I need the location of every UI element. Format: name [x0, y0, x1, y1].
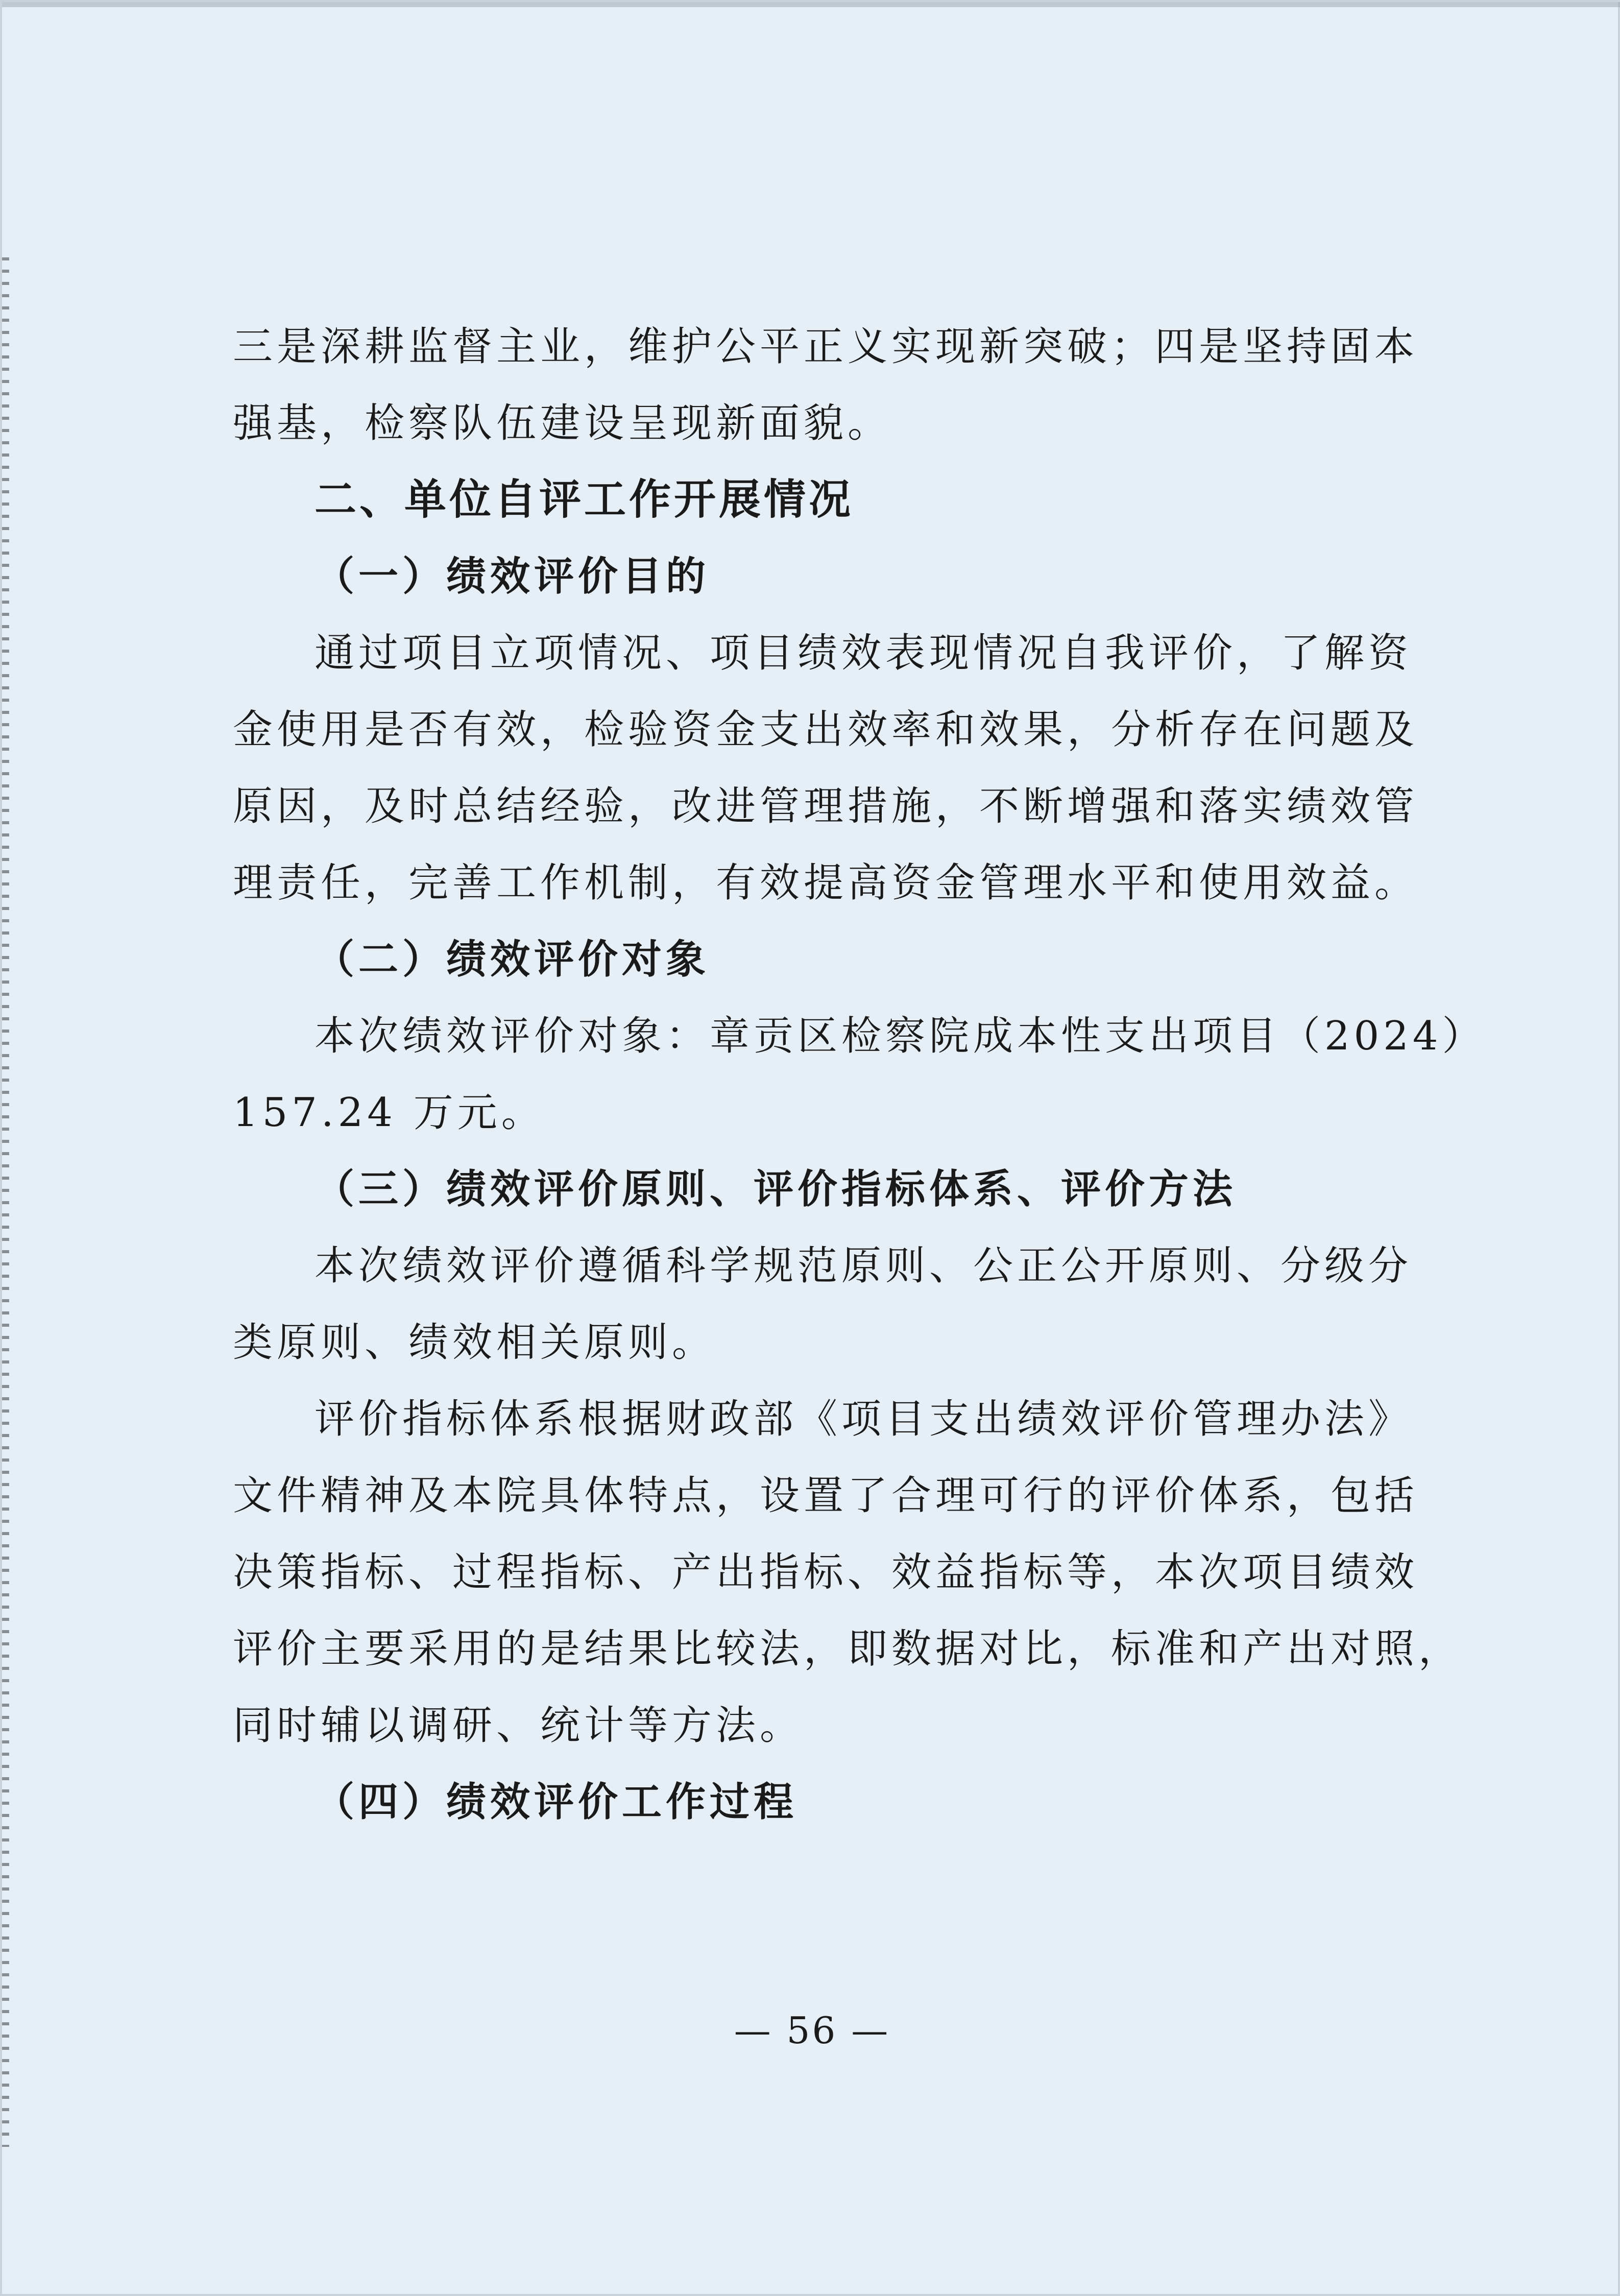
- paragraph-line: 决策指标、过程指标、产出指标、效益指标等，本次项目绩效: [233, 1549, 1419, 1595]
- scan-top-edge: [2, 2, 1620, 7]
- paragraph-line: 157.24 万元。: [233, 1090, 545, 1136]
- paragraph-line: 理责任，完善工作机制，有效提高资金管理水平和使用效益。: [233, 860, 1419, 906]
- paragraph-line: 类原则、绩效相关原则。: [233, 1320, 716, 1366]
- subsection-heading: （一）绩效评价目的: [315, 553, 710, 600]
- paragraph-line: 原因，及时总结经验，改进管理措施，不断增强和落实绩效管: [233, 783, 1419, 829]
- subsection-heading: （四）绩效评价工作过程: [315, 1779, 798, 1825]
- subsection-heading: （三）绩效评价原则、评价指标体系、评价方法: [315, 1166, 1237, 1212]
- paragraph-line: 评价主要采用的是结果比较法，即数据对比，标准和产出对照，: [233, 1626, 1463, 1672]
- paragraph-line: 强基，检察队伍建设呈现新面貌。: [233, 400, 892, 446]
- paragraph-line: 三是深耕监督主业，维护公平正义实现新突破；四是坚持固本: [233, 324, 1419, 370]
- scan-binding-edge: [2, 257, 9, 2147]
- subsection-heading: （二）绩效评价对象: [315, 936, 710, 983]
- page-number: — 56 —: [734, 2009, 890, 2052]
- paragraph-line: 本次绩效评价遵循科学规范原则、公正公开原则、分级分: [315, 1243, 1413, 1289]
- paragraph-line: 金使用是否有效，检验资金支出效率和效果，分析存在问题及: [233, 707, 1419, 753]
- paragraph-line: 本次绩效评价对象：章贡区检察院成本性支出项目（2024）: [315, 1013, 1486, 1059]
- paragraph-line: 文件精神及本院具体特点，设置了合理可行的评价体系，包括: [233, 1473, 1419, 1519]
- paragraph-line: 同时辅以调研、统计等方法。: [233, 1703, 804, 1749]
- section-heading: 二、单位自评工作开展情况: [315, 475, 854, 524]
- paragraph-line: 通过项目立项情况、项目绩效表现情况自我评价，了解资: [315, 630, 1413, 676]
- paragraph-line: 评价指标体系根据财政部《项目支出绩效评价管理办法》: [315, 1396, 1413, 1442]
- document-body: [233, 308, 1486, 1840]
